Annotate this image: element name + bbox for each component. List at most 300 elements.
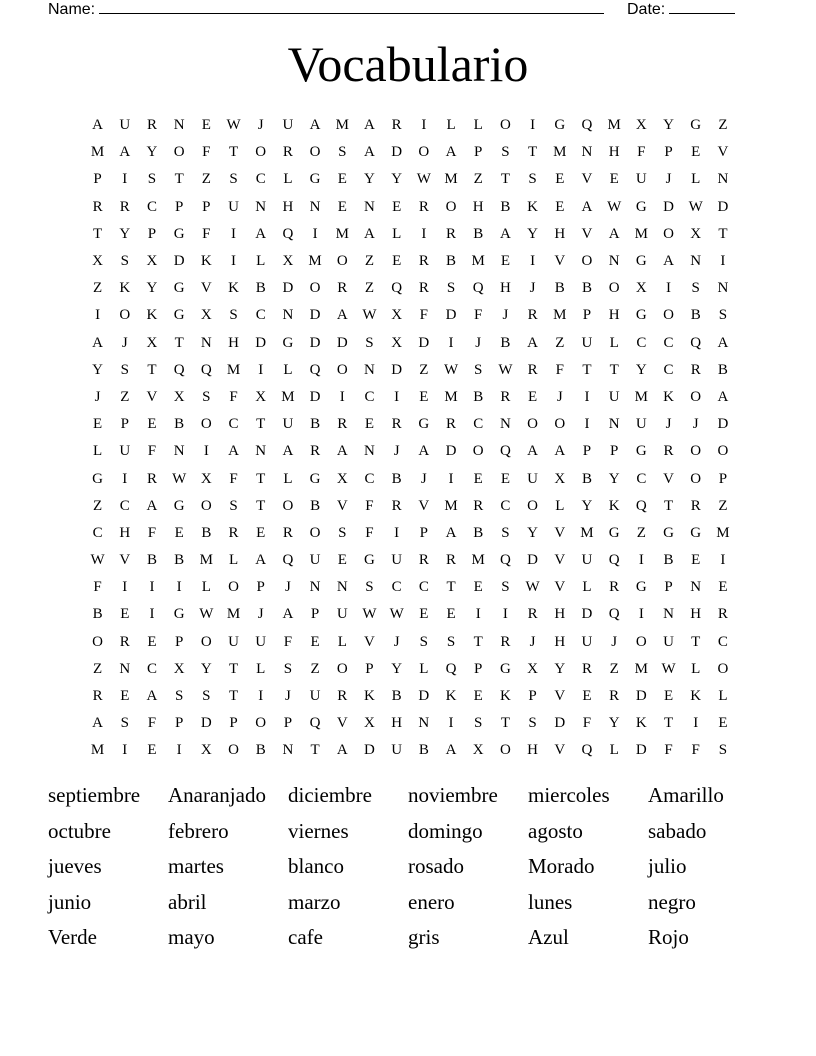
grid-letter: D: [527, 552, 539, 569]
grid-letter: E: [419, 388, 429, 405]
grid-letter: O: [200, 497, 212, 514]
grid-letter: N: [717, 171, 729, 188]
date-blank-line: [669, 0, 735, 14]
grid-letter: R: [418, 280, 429, 297]
grid-letter: O: [527, 416, 539, 433]
word-bank-item: jueves: [48, 854, 102, 878]
grid-letter: Q: [173, 361, 185, 378]
grid-letter: J: [556, 388, 563, 405]
grid-letter: L: [446, 117, 456, 134]
grid-letter: E: [147, 633, 157, 650]
grid-letter: O: [527, 497, 539, 514]
grid-letter: R: [337, 688, 348, 705]
grid-letter: Y: [391, 171, 403, 188]
grid-letter: N: [255, 443, 267, 460]
grid-letter: R: [391, 497, 402, 514]
grid-letter: W: [416, 171, 431, 188]
grid-letter: F: [365, 497, 374, 514]
grid-letter: V: [554, 524, 566, 541]
grid-letter: X: [146, 334, 158, 351]
word-bank-item: negro: [648, 889, 696, 914]
word-bank-item: Verde: [48, 925, 97, 949]
grid-letter: O: [336, 660, 348, 677]
grid-letter: I: [448, 470, 454, 487]
grid-letter: P: [174, 198, 184, 215]
grid-letter: L: [283, 361, 293, 378]
grid-letter: N: [608, 253, 620, 270]
grid-letter: T: [500, 171, 510, 188]
grid-letter: I: [638, 552, 644, 569]
grid-letter: P: [256, 579, 265, 596]
grid-letter: O: [717, 660, 729, 677]
grid-letter: E: [337, 171, 347, 188]
grid-letter: W: [443, 361, 459, 378]
grid-letter: I: [720, 253, 726, 270]
grid-letter: Y: [92, 361, 104, 378]
grid-letter: X: [391, 334, 403, 351]
grid-letter: S: [338, 524, 347, 541]
grid-letter: V: [119, 552, 131, 569]
grid-letter: U: [119, 117, 131, 134]
grid-letter: H: [554, 606, 566, 623]
grid-letter: Z: [201, 171, 211, 188]
grid-letter: Q: [635, 497, 647, 514]
word-bank-item: Morado: [528, 854, 595, 878]
grid-letter: T: [582, 361, 592, 378]
grid-letter: L: [609, 334, 619, 351]
grid-letter: U: [282, 117, 294, 134]
grid-letter: O: [445, 198, 457, 215]
grid-letter: I: [122, 470, 128, 487]
grid-letter: U: [309, 688, 321, 705]
grid-letter: V: [200, 280, 212, 297]
grid-letter: O: [255, 144, 267, 161]
word-bank-item: noviembre: [408, 783, 498, 807]
grid-letter: A: [608, 225, 620, 242]
grid-letter: S: [474, 715, 483, 732]
grid-letter: C: [663, 334, 674, 351]
grid-letter: R: [609, 688, 620, 705]
grid-letter: O: [635, 633, 647, 650]
word-bank-item: enero: [408, 889, 455, 914]
grid-letter: T: [174, 334, 184, 351]
grid-letter: N: [364, 443, 375, 460]
grid-letter: X: [146, 253, 158, 270]
grid-letter: S: [365, 579, 374, 596]
grid-letter: Y: [364, 171, 375, 188]
grid-letter: J: [393, 633, 400, 650]
grid-letter: R: [146, 470, 157, 487]
grid-letter: I: [231, 225, 237, 242]
grid-letter: W: [226, 117, 241, 134]
grid-letter: U: [282, 416, 294, 433]
grid-letter: E: [201, 117, 211, 134]
grid-letter: P: [93, 171, 102, 188]
grid-letter: D: [663, 198, 674, 215]
grid-letter: P: [582, 443, 592, 460]
grid-letter: Z: [636, 524, 646, 541]
grid-letter: A: [581, 198, 593, 215]
grid-letter: D: [635, 688, 647, 705]
grid-letter: D: [717, 198, 729, 215]
grid-letter: H: [228, 334, 239, 351]
grid-letter: C: [391, 579, 402, 596]
grid-letter: V: [581, 171, 593, 188]
grid-letter: J: [257, 606, 264, 623]
grid-letter: I: [394, 388, 400, 405]
grid-letter: M: [607, 117, 621, 134]
grid-letter: C: [228, 416, 239, 433]
grid-letter: G: [309, 470, 321, 487]
word-bank-item: junio: [48, 889, 92, 914]
grid-letter: P: [174, 633, 184, 650]
grid-letter: L: [228, 552, 239, 569]
grid-letter: R: [473, 497, 484, 514]
grid-letter: B: [391, 688, 402, 705]
grid-letter: C: [255, 171, 266, 188]
grid-letter: U: [608, 388, 620, 405]
grid-letter: G: [635, 307, 647, 324]
grid-letter: A: [336, 742, 348, 759]
grid-letter: S: [446, 280, 456, 297]
grid-letter: I: [258, 361, 264, 378]
grid-letter: K: [527, 198, 539, 215]
grid-letter: E: [147, 416, 157, 433]
grid-letter: Z: [609, 660, 619, 677]
grid-letter: U: [336, 606, 348, 623]
grid-letter: G: [635, 443, 647, 460]
grid-letter: G: [173, 307, 185, 324]
grid-letter: Q: [200, 361, 212, 378]
grid-letter: C: [663, 361, 674, 378]
grid-letter: O: [309, 524, 321, 541]
grid-letter: W: [607, 198, 622, 215]
grid-letter: K: [663, 388, 674, 405]
grid-letter: R: [418, 552, 429, 569]
grid-letter: D: [173, 253, 185, 270]
grid-letter: P: [174, 715, 184, 732]
grid-letter: V: [554, 253, 566, 270]
grid-letter: U: [228, 633, 239, 650]
grid-letter: S: [120, 253, 129, 270]
worksheet-header: [48, 0, 768, 20]
grid-letter: B: [500, 198, 511, 215]
grid-letter: T: [174, 171, 184, 188]
grid-letter: V: [336, 715, 348, 732]
grid-letter: R: [418, 198, 429, 215]
word-bank-item: cafe: [288, 925, 323, 949]
grid-letter: H: [499, 280, 511, 297]
grid-letter: V: [554, 742, 566, 759]
grid-letter: I: [339, 388, 345, 405]
grid-letter: L: [392, 225, 402, 242]
grid-letter: U: [391, 742, 403, 759]
grid-letter: Y: [608, 470, 620, 487]
grid-letter: T: [473, 633, 483, 650]
grid-letter: H: [554, 633, 566, 650]
grid-letter: U: [581, 552, 593, 569]
grid-letter: H: [282, 198, 294, 215]
grid-letter: E: [555, 198, 565, 215]
grid-letter: Q: [445, 660, 457, 677]
grid-letter: D: [309, 388, 321, 405]
grid-letter: N: [309, 198, 321, 215]
word-bank-item: viernes: [288, 818, 349, 843]
grid-letter: E: [691, 552, 701, 569]
grid-letter: X: [690, 225, 702, 242]
grid-letter: L: [582, 579, 592, 596]
grid-letter: M: [634, 225, 649, 242]
grid-letter: G: [554, 117, 566, 134]
word-bank-item: gris: [408, 925, 440, 949]
grid-letter: Q: [581, 117, 593, 134]
grid-letter: M: [580, 524, 594, 541]
grid-letter: Q: [309, 361, 321, 378]
grid-letter: I: [475, 606, 481, 623]
grid-letter: U: [309, 552, 321, 569]
word-bank: [48, 778, 768, 956]
grid-letter: G: [635, 579, 647, 596]
page-title: Vocabulario: [287, 36, 529, 92]
grid-letter: C: [636, 334, 647, 351]
grid-letter: C: [119, 497, 130, 514]
grid-letter: V: [364, 633, 375, 650]
grid-letter: T: [446, 579, 456, 596]
grid-letter: S: [528, 171, 537, 188]
grid-letter: Q: [472, 280, 484, 297]
grid-letter: P: [474, 660, 483, 677]
grid-letter: B: [255, 280, 266, 297]
grid-letter: D: [391, 144, 403, 161]
grid-letter: S: [501, 144, 510, 161]
grid-letter: S: [120, 715, 129, 732]
grid-letter: T: [528, 144, 538, 161]
grid-letter: Q: [309, 715, 321, 732]
grid-letter: N: [173, 443, 185, 460]
grid-letter: R: [337, 416, 348, 433]
grid-letter: R: [527, 361, 538, 378]
grid-letter: M: [199, 552, 214, 569]
grid-letter: S: [147, 171, 157, 188]
grid-letter: K: [608, 497, 620, 514]
grid-letter: J: [420, 470, 427, 487]
grid-letter: U: [391, 552, 403, 569]
grid-letter: Q: [690, 334, 702, 351]
grid-letter: O: [581, 253, 593, 270]
grid-letter: T: [609, 361, 619, 378]
word-bank-item: febrero: [168, 818, 229, 843]
grid-letter: N: [282, 307, 294, 324]
grid-letter: E: [93, 416, 103, 433]
grid-letter: Q: [581, 742, 593, 759]
grid-letter: B: [201, 524, 212, 541]
grid-letter: O: [309, 280, 321, 297]
grid-letter: R: [146, 117, 157, 134]
grid-letter: W: [525, 579, 540, 596]
grid-letter: Z: [310, 660, 320, 677]
grid-letter: I: [231, 253, 237, 270]
grid-letter: V: [146, 388, 158, 405]
grid-letter: A: [418, 443, 430, 460]
grid-letter: I: [530, 253, 536, 270]
grid-letter: V: [418, 497, 430, 514]
grid-letter: A: [717, 334, 729, 351]
grid-letter: J: [665, 416, 672, 433]
grid-letter: E: [120, 606, 130, 623]
grid-letter: I: [638, 606, 644, 623]
grid-letter: H: [391, 715, 403, 732]
grid-letter: T: [256, 416, 266, 433]
grid-letter: L: [256, 660, 266, 677]
grid-letter: M: [281, 388, 295, 405]
grid-letter: I: [394, 524, 400, 541]
grid-letter: I: [176, 742, 182, 759]
grid-letter: R: [391, 117, 402, 134]
grid-letter: N: [119, 660, 131, 677]
grid-letter: U: [635, 171, 647, 188]
grid-letter: N: [364, 361, 375, 378]
grid-letter: D: [418, 334, 430, 351]
grid-letter: I: [258, 688, 264, 705]
grid-letter: E: [473, 688, 483, 705]
grid-letter: M: [226, 361, 241, 378]
grid-letter: B: [473, 524, 484, 541]
grid-letter: T: [256, 470, 266, 487]
grid-letter: Z: [93, 660, 103, 677]
grid-letter: O: [309, 144, 321, 161]
grid-letter: U: [527, 470, 539, 487]
grid-letter: O: [499, 117, 511, 134]
grid-letter: E: [718, 579, 728, 596]
grid-letter: O: [717, 443, 729, 460]
grid-letter: W: [362, 307, 377, 324]
grid-letter: T: [93, 225, 103, 242]
grid-letter: W: [389, 606, 404, 623]
grid-letter: R: [446, 552, 457, 569]
grid-letter: B: [473, 225, 484, 242]
grid-letter: J: [94, 388, 101, 405]
grid-letter: I: [693, 715, 699, 732]
grid-letter: E: [528, 388, 538, 405]
grid-letter: P: [528, 688, 537, 705]
grid-letter: P: [474, 144, 483, 161]
grid-letter: C: [146, 198, 157, 215]
grid-letter: G: [173, 280, 185, 297]
date-field: [627, 0, 735, 19]
grid-letter: H: [690, 606, 702, 623]
grid-letter: R: [282, 524, 293, 541]
grid-letter: Y: [635, 361, 647, 378]
grid-letter: Z: [555, 334, 565, 351]
grid-letter: K: [364, 688, 375, 705]
grid-letter: W: [172, 470, 187, 487]
grid-letter: O: [690, 443, 702, 460]
grid-letter: L: [256, 253, 266, 270]
grid-letter: I: [122, 742, 128, 759]
grid-letter: M: [553, 307, 567, 324]
grid-letter: M: [444, 497, 458, 514]
grid-letter: A: [527, 334, 539, 351]
grid-letter: B: [554, 280, 565, 297]
grid-letter: M: [444, 171, 458, 188]
grid-letter: Y: [663, 117, 674, 134]
grid-letter: N: [282, 742, 294, 759]
word-bank-item: Azul: [528, 925, 569, 949]
grid-letter: A: [663, 253, 674, 270]
grid-letter: F: [419, 307, 429, 324]
grid-letter: J: [692, 416, 699, 433]
grid-letter: A: [309, 117, 321, 134]
grid-letter: A: [282, 443, 294, 460]
grid-letter: T: [691, 633, 701, 650]
grid-letter: X: [173, 660, 185, 677]
grid-letter: I: [666, 280, 672, 297]
grid-letter: L: [201, 579, 211, 596]
grid-letter: Y: [391, 660, 403, 677]
grid-letter: G: [173, 606, 185, 623]
grid-letter: L: [691, 660, 701, 677]
grid-letter: K: [690, 688, 702, 705]
grid-letter: D: [717, 416, 729, 433]
grid-letter: X: [554, 470, 566, 487]
grid-letter: I: [421, 117, 427, 134]
grid-letter: J: [475, 334, 482, 351]
grid-letter: J: [665, 171, 672, 188]
grid-letter: K: [635, 715, 647, 732]
grid-letter: E: [120, 688, 130, 705]
grid-letter: G: [418, 416, 430, 433]
grid-letter: F: [229, 388, 238, 405]
grid-letter: U: [255, 633, 267, 650]
grid-letter: B: [690, 307, 701, 324]
grid-letter: R: [282, 144, 293, 161]
grid-letter: O: [418, 144, 430, 161]
grid-letter: S: [202, 688, 211, 705]
grid-letter: F: [147, 715, 157, 732]
grid-letter: Y: [527, 524, 539, 541]
grid-letter: M: [335, 117, 349, 134]
grid-letter: G: [663, 524, 674, 541]
grid-letter: B: [500, 334, 511, 351]
grid-letter: O: [255, 715, 267, 732]
word-bank-item: marzo: [288, 889, 341, 914]
grid-letter: K: [119, 280, 131, 297]
grid-letter: F: [555, 361, 564, 378]
grid-letter: D: [309, 334, 321, 351]
grid-letter: S: [229, 497, 238, 514]
word-bank-item: agosto: [528, 818, 583, 843]
grid-letter: D: [309, 307, 321, 324]
word-bank-item: julio: [648, 854, 687, 878]
grid-letter: P: [664, 579, 673, 596]
grid-letter: D: [554, 715, 566, 732]
grid-letter: P: [147, 225, 157, 242]
grid-letter: N: [336, 579, 348, 596]
grid-letter: R: [310, 443, 321, 460]
grid-letter: S: [718, 307, 728, 324]
grid-letter: L: [555, 497, 565, 514]
grid-letter: S: [501, 579, 510, 596]
grid-letter: Q: [608, 552, 620, 569]
grid-letter: S: [365, 334, 374, 351]
grid-letter: Q: [391, 280, 403, 297]
grid-letter: K: [146, 307, 158, 324]
grid-letter: X: [200, 742, 212, 759]
grid-letter: S: [120, 361, 129, 378]
grid-letter: L: [718, 688, 728, 705]
grid-letter: R: [446, 225, 457, 242]
grid-letter: D: [282, 280, 294, 297]
